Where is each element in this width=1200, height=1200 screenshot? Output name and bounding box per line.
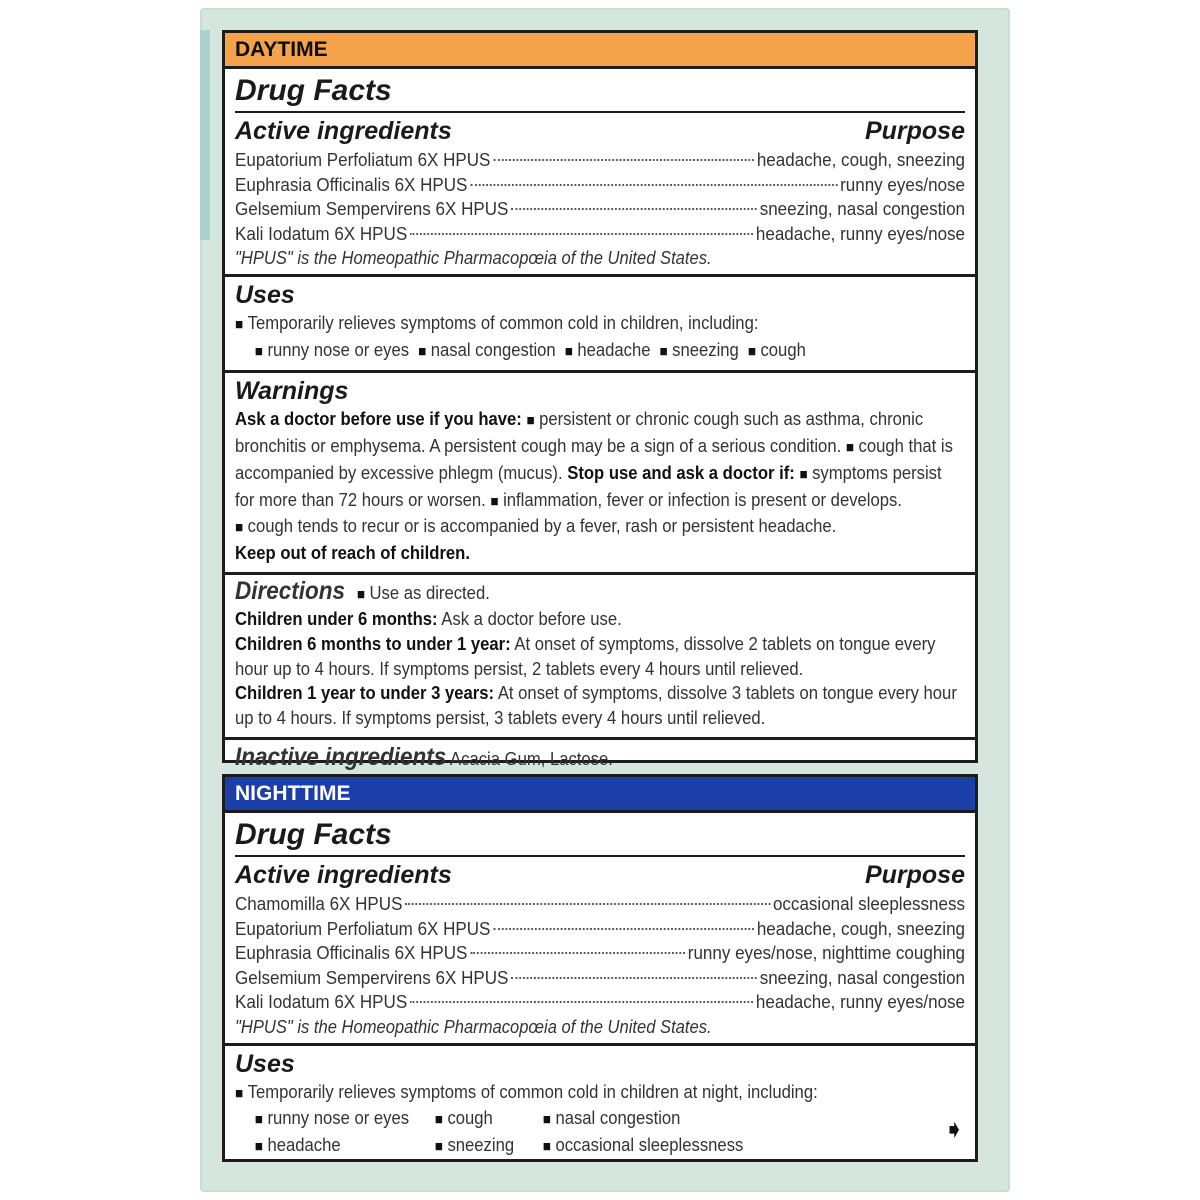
use-item: ■ nasal congestion — [418, 338, 556, 365]
ingredient-row — [235, 941, 965, 966]
ingredient-name: Eupatorium Perfoliatum 6X HPUS — [235, 917, 491, 939]
leader-dots — [410, 233, 753, 235]
purpose-heading: Purpose — [864, 117, 965, 145]
uses-intro: ■ Temporarily relieves symptoms of common cold in children, including: — [235, 311, 964, 338]
active-ingredients-heading: Active ingredients — [235, 117, 452, 145]
direction-label: Children 1 year to under 3 years: — [235, 682, 495, 704]
active-header-row — [235, 857, 965, 892]
hpus-note: "HPUS" is the Homeopathic Pharmacopœia of the United States. — [235, 1016, 712, 1037]
daytime-drug-facts-panel — [222, 30, 978, 771]
ingredient-name: Kali Iodatum 6X HPUS — [235, 222, 408, 244]
leader-dots — [511, 208, 757, 210]
hpus-note: "HPUS" is the Homeopathic Pharmacopœia of the United States. — [235, 248, 712, 268]
ingredient-purpose: headache, runny eyes/nose — [755, 222, 966, 244]
nighttime-banner: NIGHTTIME — [225, 777, 975, 813]
warn-stop-label: Stop use and ask a doctor if: — [567, 461, 795, 483]
direction-text: At onset of symptoms, dissolve 3 tablets on tongue every hour up to 4 hours. If symptoms persist, 3 tablets every 4 hours until relieved. — [235, 682, 957, 729]
ingredient-name: Euphrasia Officinalis 6X HPUS — [235, 173, 468, 195]
inactive-text: Acacia Gum, Lactose. — [450, 747, 613, 769]
daytime-warnings-section — [225, 373, 975, 574]
ingredient-row — [235, 222, 965, 247]
ingredient-name: Eupatorium Perfoliatum 6X HPUS — [235, 149, 491, 170]
warning-item: ■ inflammation, fever or infection is present or develops. — [490, 489, 902, 510]
warn-ask-label: Ask a doctor before use if you have: — [235, 408, 522, 430]
ingredient-purpose: headache, cough, sneezing — [756, 149, 966, 170]
warnings-text — [235, 407, 964, 565]
warnings-heading: Warnings — [235, 377, 349, 406]
ingredient-name: Chamomilla 6X HPUS — [235, 893, 403, 914]
uses-heading: Uses — [235, 281, 295, 309]
directions-text — [235, 575, 964, 731]
uses-items — [235, 1106, 984, 1159]
direction-label: Children under 6 months: — [235, 608, 438, 630]
ingredient-purpose: headache, runny eyes/nose — [755, 991, 966, 1012]
ingredient-row — [235, 197, 965, 222]
nighttime-active-section — [225, 813, 975, 1046]
use-item: ■ cough — [748, 338, 806, 365]
use-item: ■ occasional sleeplessness — [543, 1133, 777, 1160]
daytime-uses-section — [225, 277, 975, 373]
directions-intro: ■ Use as directed. — [357, 582, 490, 603]
leader-dots — [410, 1001, 753, 1003]
drug-facts-title: Drug Facts — [235, 813, 965, 857]
ingredient-purpose: occasional sleeplessness — [772, 893, 966, 914]
direction-label: Children 6 months to under 1 year: — [235, 633, 511, 655]
daytime-banner: DAYTIME — [225, 33, 975, 69]
drug-facts-title: Drug Facts — [235, 69, 965, 113]
use-item: ■ headache — [565, 338, 651, 365]
ingredient-name: Kali Iodatum 6X HPUS — [235, 991, 408, 1012]
nighttime-drug-facts-panel — [222, 774, 978, 1162]
ingredient-row — [235, 990, 965, 1015]
active-ingredients-heading: Active ingredients — [235, 861, 452, 889]
nighttime-uses-section — [225, 1046, 975, 1160]
use-item: ■ headache — [255, 1133, 435, 1160]
uses-intro: ■ Temporarily relieves symptoms of common cold in children at night, including: — [235, 1080, 964, 1107]
ingredient-name: Gelsemium Sempervirens 6X HPUS — [235, 966, 509, 988]
arrow-right-icon: ➧ — [943, 1114, 965, 1144]
use-item: ■ cough — [435, 1106, 543, 1133]
use-item: ■ runny nose or eyes — [255, 338, 409, 365]
purpose-heading: Purpose — [864, 861, 965, 889]
inactive-row — [235, 740, 964, 778]
use-item: ■ runny nose or eyes — [255, 1106, 435, 1133]
directions-heading: Directions — [235, 576, 346, 605]
daytime-inactive-section — [225, 740, 975, 778]
ingredient-purpose: headache, cough, sneezing — [756, 917, 966, 939]
leader-dots — [405, 903, 770, 905]
use-item: ■ sneezing — [660, 338, 739, 365]
active-header-row — [235, 113, 965, 148]
box-side-edge — [200, 30, 210, 240]
leader-dots — [493, 928, 754, 930]
inactive-heading: Inactive ingredients — [235, 742, 447, 771]
ingredient-purpose: runny eyes/nose, nighttime coughing — [687, 942, 966, 963]
direction-text: At onset of symptoms, dissolve 2 tablets on tongue every hour up to 4 hours. If symptoms persist, 2 tablets every 4 hours until relieved. — [235, 633, 936, 679]
use-item: ■ nasal congestion — [543, 1106, 777, 1133]
use-item: ■ sneezing — [435, 1133, 543, 1160]
ingredient-purpose: sneezing, nasal congestion — [759, 198, 966, 219]
leader-dots — [470, 952, 685, 954]
ingredient-row — [235, 892, 965, 917]
ingredient-purpose: sneezing, nasal congestion — [759, 966, 966, 988]
ingredient-name: Gelsemium Sempervirens 6X HPUS — [235, 198, 509, 219]
daytime-directions-section — [225, 575, 975, 740]
daytime-active-section — [225, 69, 975, 277]
ingredient-row — [235, 173, 965, 198]
keep-out-of-reach: Keep out of reach of children. — [235, 541, 470, 563]
leader-dots — [493, 159, 754, 161]
warning-item: ■ cough tends to recur or is accompanied by a fever, rash or persistent headache. — [235, 515, 836, 536]
ingredient-row — [235, 148, 965, 173]
leader-dots — [511, 977, 757, 979]
warning-item: ■ symptoms persist for more than 72 hours or worsen. — [235, 462, 942, 510]
ingredient-row — [235, 917, 965, 942]
ingredient-name: Euphrasia Officinalis 6X HPUS — [235, 942, 468, 963]
ingredient-row — [235, 966, 965, 991]
warning-item: ■ cough that is accompanied by excessive phlegm (mucus). — [235, 435, 953, 483]
leader-dots — [470, 184, 837, 186]
warning-item: ■ persistent or chronic cough such as asthma, chronic bronchitis or emphysema. A persistent cough may be a sign of a serious condition. — [235, 408, 923, 456]
uses-items — [235, 338, 984, 365]
uses-heading: Uses — [235, 1049, 295, 1078]
ingredient-purpose: runny eyes/nose — [840, 173, 966, 195]
direction-text: Ask a doctor before use. — [441, 608, 622, 630]
